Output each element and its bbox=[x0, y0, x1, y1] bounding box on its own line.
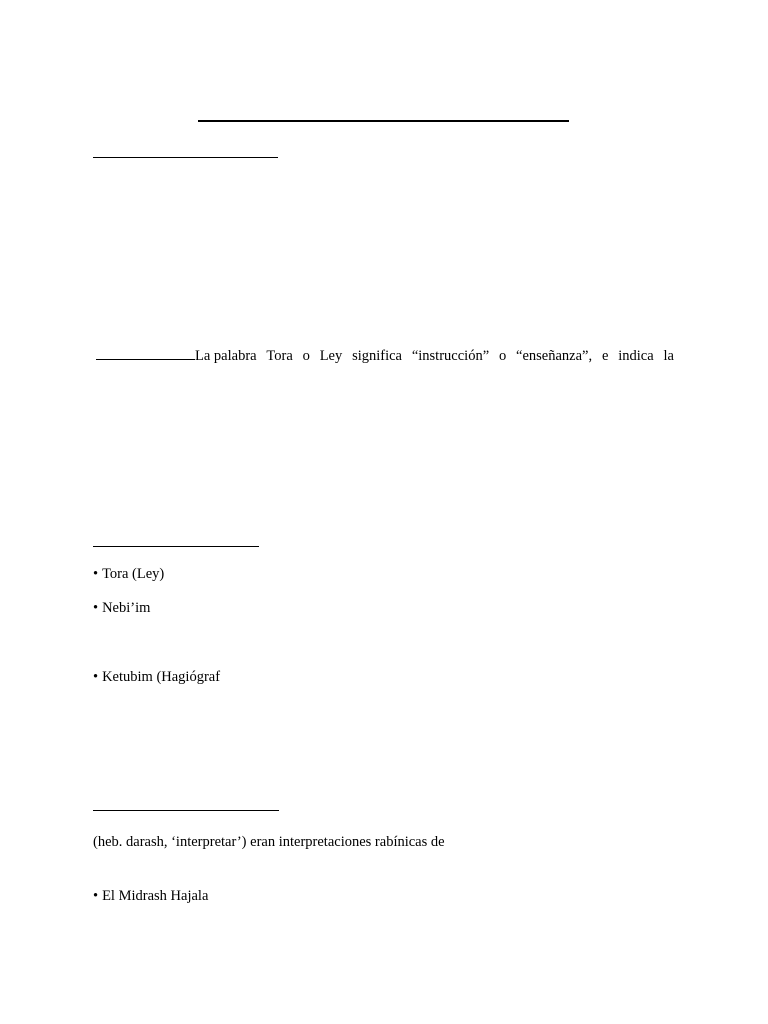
subtitle-blank-line bbox=[93, 157, 278, 158]
paragraph-word: Tora bbox=[266, 348, 293, 364]
bullet: • bbox=[93, 888, 99, 904]
paragraph-word: “instrucción” bbox=[411, 348, 490, 364]
paragraph-word: e bbox=[601, 348, 609, 364]
paragraph-word: significa bbox=[352, 348, 402, 364]
list-item-text: Tora (Ley) bbox=[102, 566, 165, 582]
list-item bbox=[93, 669, 220, 686]
list-item-text: Ketubim (Hagiógraf bbox=[102, 669, 221, 685]
list-item-text: El Midrash Hajala bbox=[102, 888, 209, 904]
paragraph-word: Ley bbox=[319, 348, 343, 364]
midrash-intro: (heb. darash, ‘interpretar’) eran interpretaciones rabínicas de bbox=[93, 834, 445, 850]
list-item bbox=[93, 566, 164, 583]
section-heading-blank-2 bbox=[93, 810, 279, 811]
paragraph-word: “enseñanza”, bbox=[516, 348, 593, 364]
bullet: • bbox=[93, 566, 99, 582]
list-item bbox=[93, 600, 150, 617]
bullet: • bbox=[93, 669, 99, 685]
bullet: • bbox=[93, 600, 99, 616]
title-blank-line bbox=[198, 120, 569, 122]
paragraph-first-word: La palabra bbox=[96, 347, 257, 365]
list-item bbox=[93, 888, 208, 905]
paragraph-tora bbox=[96, 347, 674, 365]
paragraph-word: o bbox=[302, 348, 310, 364]
section-heading-blank-1 bbox=[93, 546, 259, 547]
inline-blank bbox=[96, 347, 195, 360]
paragraph-word: indica bbox=[618, 348, 654, 364]
list-item-text: Nebi’im bbox=[102, 600, 151, 616]
paragraph-word: la bbox=[663, 348, 674, 364]
paragraph-word: o bbox=[498, 348, 507, 364]
